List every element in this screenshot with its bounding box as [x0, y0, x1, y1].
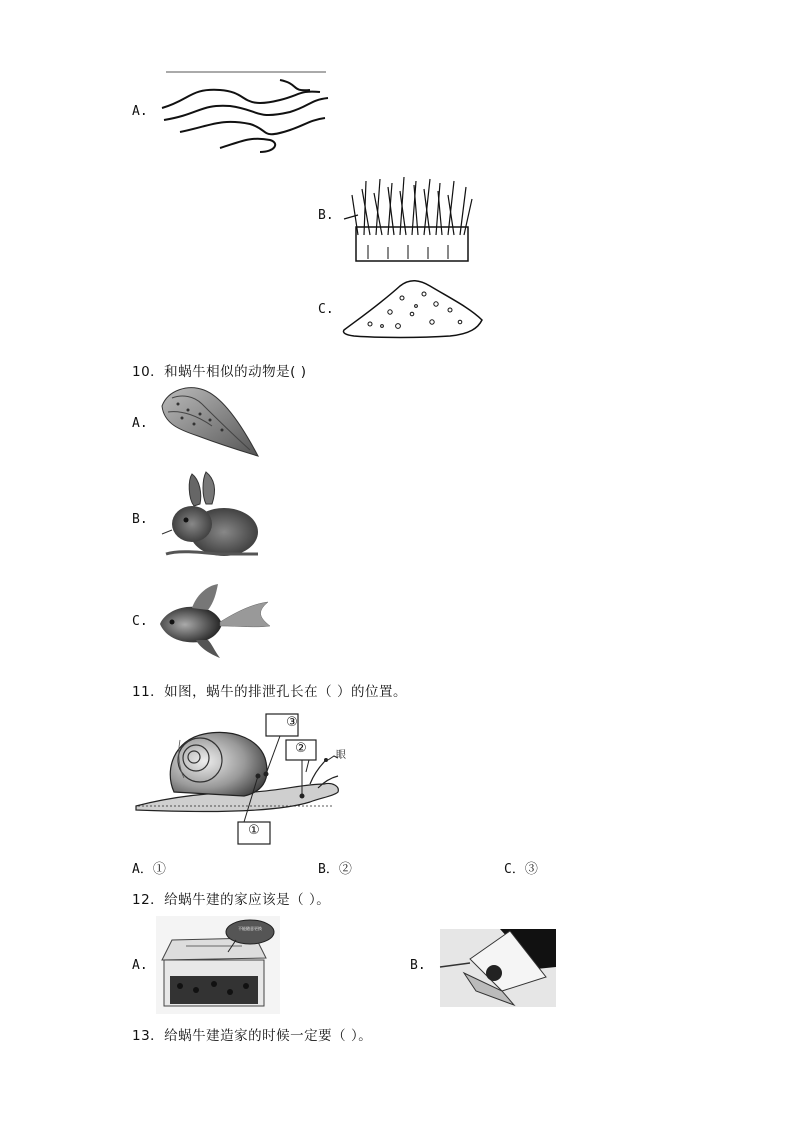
q10-question-text: 10．和蜗牛相似的动物是( )	[132, 364, 307, 380]
diagram-eye-label: 眼	[336, 750, 346, 761]
q12-question-text: 12．给蜗牛建的家应该是（ ）。	[132, 892, 331, 908]
rabbit-image	[158, 470, 262, 562]
q13-question-text: 13．给蜗牛建造家的时候一定要（ ）。	[132, 1028, 373, 1044]
q11-option-c: C．③	[504, 862, 538, 877]
goldfish-image	[156, 582, 272, 662]
q12-option-a-label: A.	[132, 958, 148, 973]
conch-shell-image	[158, 384, 260, 458]
q9-option-a-label: A.	[132, 104, 148, 119]
q11-option-a: A．①	[132, 862, 166, 877]
q9-option-c-label: C.	[318, 302, 334, 317]
q11-option-b: B．②	[318, 862, 352, 877]
q10-option-a-label: A.	[132, 416, 148, 431]
water-image	[160, 70, 330, 155]
q10-option-b-label: B.	[132, 512, 148, 527]
grass-image	[344, 175, 476, 263]
q10-option-c-label: C.	[132, 614, 148, 629]
soil-pile-image	[340, 278, 486, 340]
q12-option-b-label: B.	[410, 958, 426, 973]
wooden-birdhouse-image	[440, 929, 556, 1007]
q12-box-sign: 不能随意更换	[238, 926, 262, 931]
q9-option-b-label: B.	[318, 208, 334, 223]
q11-question-text: 11．如图，蜗牛的排泄孔长在（ ）的位置。	[132, 684, 407, 700]
diagram-marker-3: ③	[286, 715, 298, 730]
diagram-marker-2: ②	[295, 741, 307, 756]
diagram-marker-1: ①	[248, 823, 260, 838]
